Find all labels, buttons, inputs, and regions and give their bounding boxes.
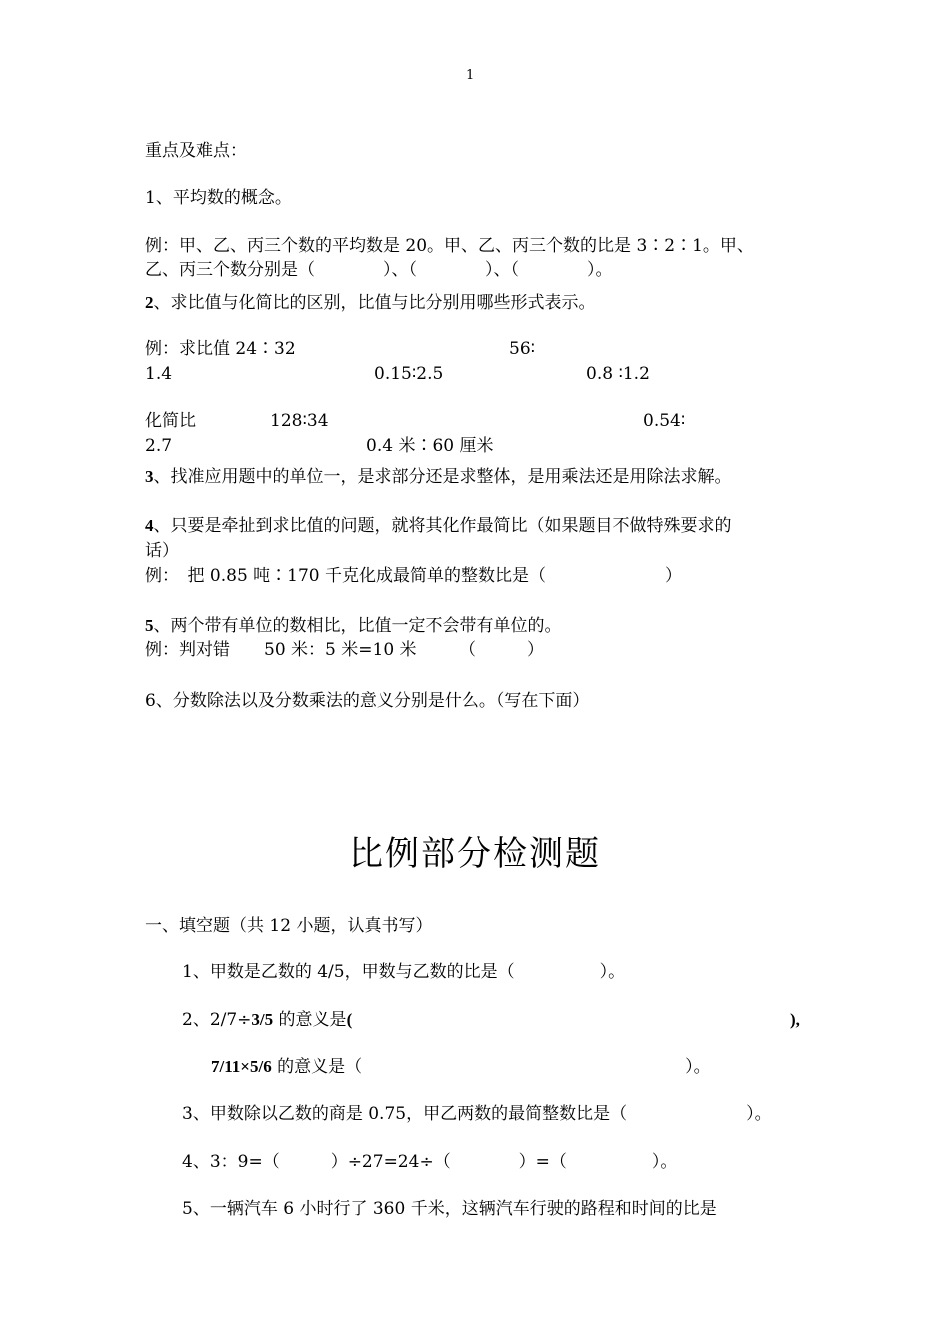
point-1-example-line-2: 乙、丙三个数分别是（ ）、（ ）、（ ）。 (145, 260, 613, 280)
question-2 (182, 1008, 352, 1032)
question-2b-expression: 7/11×5/6 (211, 1057, 272, 1076)
question-2-prefix: 2、2/7÷ (182, 1010, 252, 1030)
point-2-example-ratio-d: 0.15∶2.5 (374, 364, 444, 384)
section-1-heading: 一、填空题（共 12 小题，认真书写） (145, 916, 433, 936)
point-4-number: 4 (145, 516, 154, 535)
point-2-number: 2 (145, 293, 154, 312)
point-2-simplify-d: 0.4 米∶60 厘米 (366, 436, 494, 456)
point-6: 6、分数除法以及分数乘法的意义分别是什么。（写在下面） (145, 691, 590, 711)
question-2-divisor: 3/5 (251, 1010, 274, 1029)
point-3-number: 3 (145, 467, 154, 486)
point-5-text: 、两个带有单位的数相比，比值一定不会带有单位的。 (153, 616, 562, 636)
point-2-example-ratio-e: 0.8 ∶1.2 (586, 364, 650, 384)
point-4-example: 例： 把 0.85 吨∶170 千克化成最简单的整数比是（ ） (145, 566, 683, 586)
point-1: 1、平均数的概念。 (145, 188, 292, 208)
point-3-text: 、找准应用题中的单位一，是求部分还是求整体，是用乘法还是用除法求解。 (153, 467, 732, 487)
question-4: 4、3：9=（ ）÷27=24÷（ ）=（ ）。 (182, 1152, 678, 1172)
question-2-close-paren: ), (790, 1010, 800, 1029)
key-points-heading: 重点及难点： (145, 141, 247, 161)
point-4 (145, 514, 732, 538)
point-2-text: 、求比值与化简比的区别，比值与比分别用哪些形式表示。 (153, 293, 596, 313)
point-1-example-line-1: 例：甲、乙、丙三个数的平均数是 20。甲、乙、丙三个数的比是 3∶2∶1。甲、 (145, 236, 754, 256)
point-5-example: 例：判对错 50 米：5 米=10 米 （ ） (145, 640, 545, 660)
question-2-meaning: 的意义是 (273, 1010, 347, 1030)
question-2b-text: 的意义是（ ）。 (271, 1057, 711, 1077)
point-2-example-ratio: 例：求比值 24∶32 (145, 339, 296, 359)
test-title: 比例部分检测题 (349, 834, 601, 874)
point-4-text-cont: 话） (145, 541, 179, 561)
page-number: 1 (466, 68, 475, 83)
point-4-text: 、只要是牵扯到求比值的问题，就将其化作最简比（如果题目不做特殊要求的 (153, 516, 732, 536)
question-3: 3、甲数除以乙数的商是 0.75，甲乙两数的最简整数比是（ ）。 (182, 1104, 772, 1124)
point-2 (145, 291, 596, 315)
question-5: 5、一辆汽车 6 小时行了 360 千米，这辆汽车行驶的路程和时间的比是 (182, 1199, 717, 1219)
point-5 (145, 614, 562, 638)
point-2-simplify-label: 化简比 (145, 411, 196, 431)
point-2-simplify-b: 0.54∶ (643, 411, 686, 431)
point-2-simplify-c: 2.7 (145, 436, 173, 456)
question-2-open-paren: ( (346, 1010, 353, 1029)
question-2-part-b (211, 1055, 711, 1079)
point-3 (145, 465, 732, 489)
point-2-example-ratio-b: 56∶ (509, 339, 536, 359)
point-2-example-ratio-c: 1.4 (145, 364, 173, 384)
point-2-simplify-a: 128∶34 (270, 411, 329, 431)
point-5-number: 5 (145, 616, 154, 635)
question-1: 1、甲数是乙数的 4/5，甲数与乙数的比是（ ）。 (182, 962, 626, 982)
